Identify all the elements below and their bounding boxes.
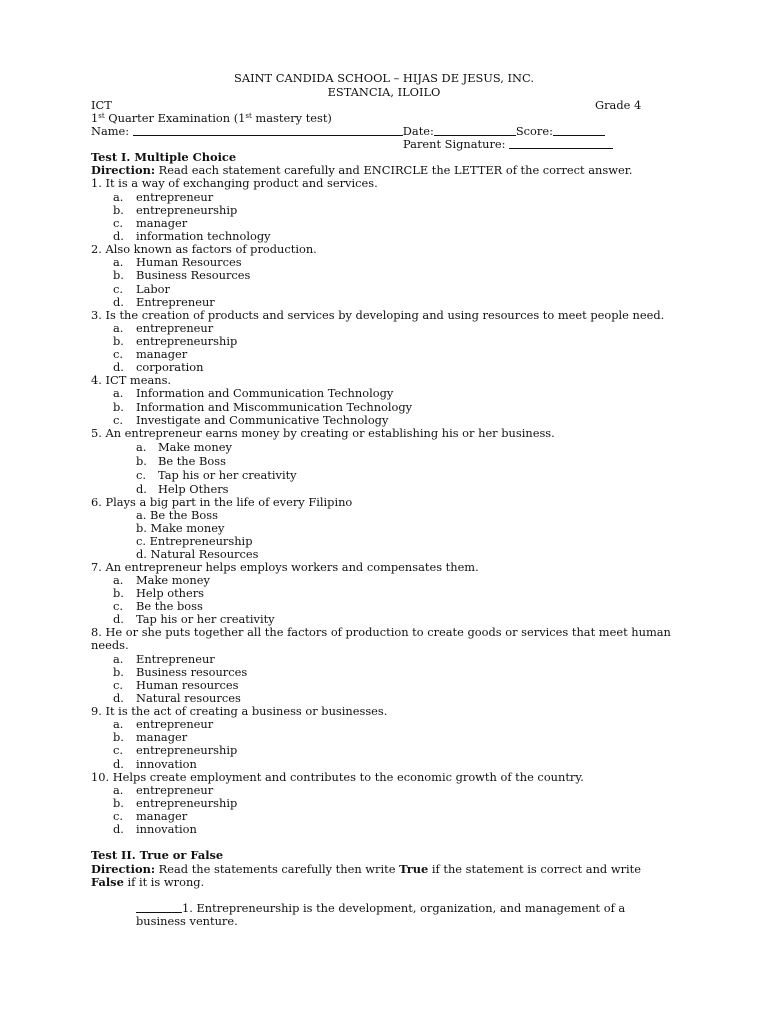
option[interactable]: c. Labor	[113, 282, 170, 296]
test2-direction: Direction: Read the statements carefully then write True if the statement is correct and write	[91, 862, 642, 876]
option[interactable]: c. entrepreneurship	[113, 743, 238, 757]
test1-direction: Direction: Read each statement carefully and ENCIRCLE the LETTER of the correct answer.	[91, 163, 633, 177]
option[interactable]: b. entrepreneurship	[113, 203, 238, 217]
parent-signature-label: Parent Signature:	[403, 137, 506, 151]
option[interactable]: c. manager	[113, 809, 188, 823]
question-1: 1. It is a way of exchanging product and services.	[91, 176, 378, 190]
option[interactable]: b. Business resources	[113, 665, 248, 679]
option[interactable]: a. Entrepreneur	[113, 652, 215, 666]
option[interactable]: d. information technology	[113, 229, 271, 243]
test2-title: Test II. True or False	[91, 848, 224, 862]
option[interactable]: a. entrepreneur	[113, 783, 214, 797]
grade-label: Grade 4	[595, 98, 642, 112]
option[interactable]: a. Make money	[113, 573, 210, 587]
question-8-cont: needs.	[91, 638, 129, 652]
question-5: 5. An entrepreneur earns money by creating or establishing his or her business.	[91, 426, 555, 440]
option[interactable]: d. Tap his or her creativity	[113, 612, 275, 626]
test2-direction-cont: False if it is wrong.	[91, 875, 205, 889]
question-2: 2. Also known as factors of production.	[91, 242, 317, 256]
score-field[interactable]	[553, 125, 605, 136]
tf-item-1: 1. Entrepreneurship is the development, organization, and management of a	[136, 902, 625, 915]
question-7: 7. An entrepreneur helps employs workers and compensates them.	[91, 560, 479, 574]
school-name: SAINT CANDIDA SCHOOL – HIJAS DE JESUS, INC.	[234, 71, 534, 85]
option[interactable]: b. entrepreneurship	[113, 796, 238, 810]
option[interactable]: c. manager	[113, 216, 188, 230]
option[interactable]: b. Make money	[136, 521, 225, 535]
option[interactable]: a. Human Resources	[113, 255, 242, 269]
score-label: Score:	[515, 124, 553, 138]
test1-title: Test I. Multiple Choice	[91, 150, 237, 164]
option[interactable]: c. Entrepreneurship	[136, 534, 253, 548]
option[interactable]: b. Information and Miscommunication Technology	[113, 400, 413, 414]
option[interactable]: d. Natural Resources	[136, 547, 259, 561]
date-field[interactable]	[434, 125, 516, 136]
option[interactable]: a. entrepreneur	[113, 190, 214, 204]
option[interactable]: a. Be the Boss	[136, 508, 218, 522]
option[interactable]: b. Business Resources	[113, 268, 251, 282]
question-4: 4. ICT means.	[91, 373, 172, 387]
school-location: ESTANCIA, ILOILO	[327, 85, 441, 99]
option[interactable]: c. manager	[113, 347, 188, 361]
name-field[interactable]	[133, 125, 403, 136]
name-label: Name:	[91, 124, 130, 138]
option[interactable]: b. manager	[113, 730, 188, 744]
option[interactable]: c. Be the boss	[113, 599, 203, 613]
parent-signature-field[interactable]	[509, 138, 613, 149]
option[interactable]: a. entrepreneur	[113, 717, 214, 731]
option[interactable]: d. corporation	[113, 360, 204, 374]
option[interactable]: c. Investigate and Communicative Technology	[113, 413, 389, 427]
student-info-row	[91, 125, 605, 138]
question-6: 6. Plays a big part in the life of every Filipino	[91, 495, 353, 509]
date-label: Date:	[402, 124, 434, 138]
subject-label: ICT	[91, 98, 112, 112]
option[interactable]: b. Help others	[113, 586, 205, 600]
question-8: 8. He or she puts together all the factors of production to create goods or services that meet human	[91, 625, 671, 639]
tf-item-1-cont: business venture.	[136, 914, 238, 928]
option[interactable]: d. Natural resources	[113, 691, 241, 705]
option[interactable]: b. entrepreneurship	[113, 334, 238, 348]
option[interactable]: b. Be the Boss	[136, 454, 226, 468]
option[interactable]: a. Make money	[136, 440, 232, 454]
option[interactable]: d. Help Others	[136, 482, 229, 496]
question-3: 3. Is the creation of products and services by developing and using resources to meet people need.	[91, 308, 665, 322]
parent-signature-row	[403, 138, 613, 151]
option[interactable]: c. Tap his or her creativity	[136, 468, 297, 482]
option[interactable]: c. Human resources	[113, 678, 239, 692]
question-10: 10. Helps create employment and contributes to the economic growth of the country.	[91, 770, 584, 784]
option[interactable]: d. innovation	[113, 757, 197, 771]
tf-answer-field[interactable]	[136, 902, 182, 913]
exam-title: 1st Quarter Examination (1st mastery test)	[91, 111, 332, 125]
option[interactable]: d. Entrepreneur	[113, 295, 215, 309]
option[interactable]: a. entrepreneur	[113, 321, 214, 335]
option[interactable]: a. Information and Communication Technology	[113, 386, 394, 400]
question-9: 9. It is the act of creating a business or businesses.	[91, 704, 388, 718]
option[interactable]: d. innovation	[113, 822, 197, 836]
